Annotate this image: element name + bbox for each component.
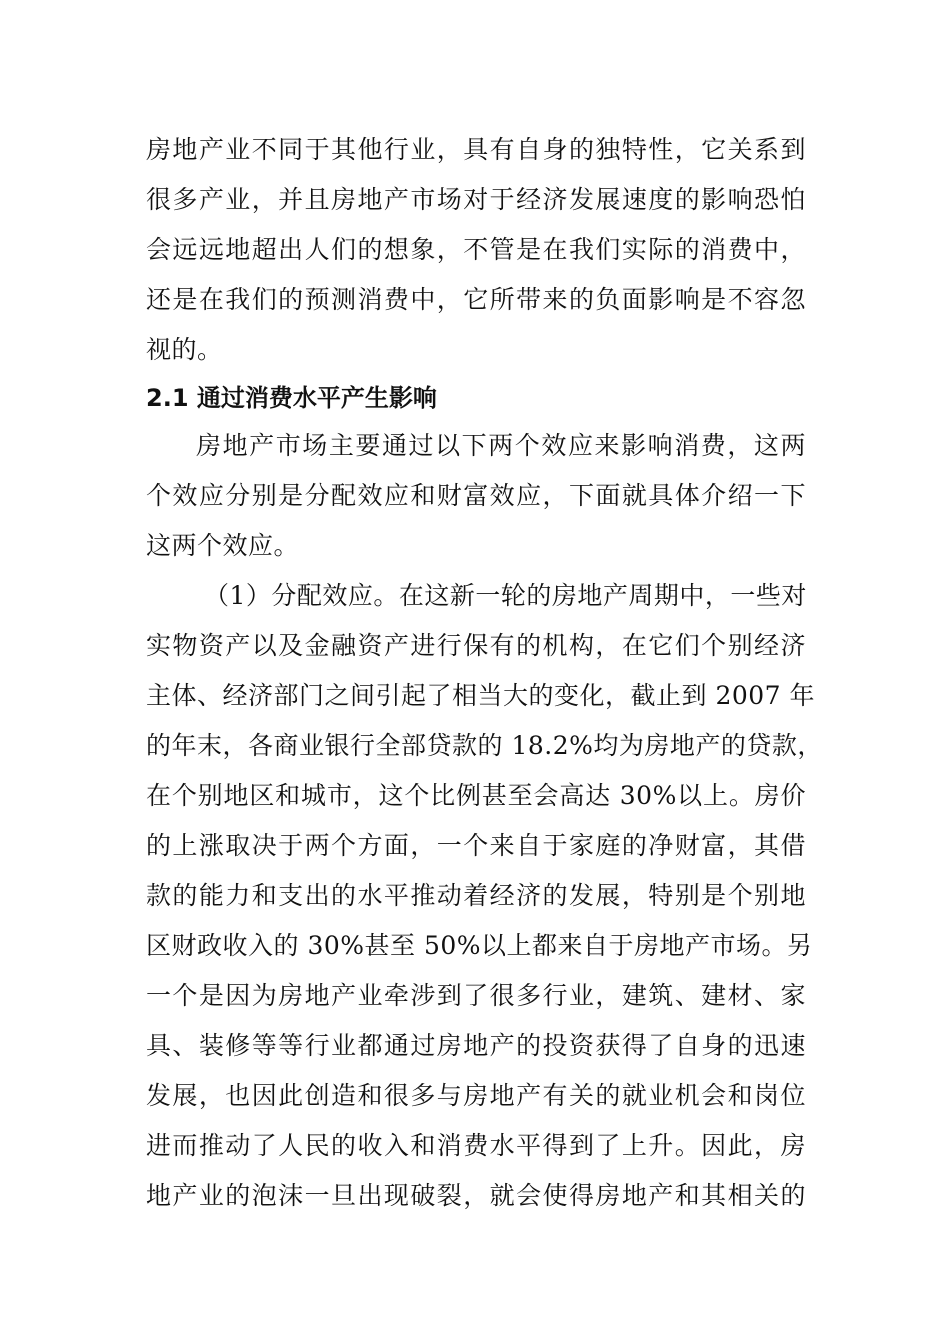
text-line: 具、装修等等行业都通过房地产的投资获得了自身的迅速 — [146, 1031, 806, 1060]
text-line: 地产业的泡沫一旦出现破裂，就会使得房地产和其相关的 — [146, 1181, 806, 1210]
text-line: 的上涨取决于两个方面，一个来自于家庭的净财富，其借 — [146, 831, 806, 860]
document-body — [146, 125, 823, 1221]
text-line: 房地产业不同于其他行业，具有自身的独特性，它关系到 — [146, 135, 806, 164]
section-heading: 2.1 通过消费水平产生影响 — [146, 384, 437, 412]
paragraph-intro — [146, 125, 806, 375]
text-line: 在个别地区和城市，这个比例甚至会高达 30%以上。房价 — [146, 781, 806, 810]
text-line: 这两个效应。 — [146, 531, 300, 560]
text-line: 款的能力和支出的水平推动着经济的发展，特别是个别地 — [146, 881, 806, 910]
text-line: 一个是因为房地产业牵涉到了很多行业，建筑、建材、家 — [146, 981, 806, 1010]
paragraph-distribution-effect — [146, 571, 823, 1221]
text-line: 房地产市场主要通过以下两个效应来影响消费，这两 — [196, 431, 806, 460]
text-line: 实物资产以及金融资产进行保有的机构，在它们个别经济 — [146, 631, 806, 660]
text-line: 的年末，各商业银行全部贷款的 18.2%均为房地产的贷款， — [146, 731, 823, 760]
text-line: （1）分配效应。在这新一轮的房地产周期中，一些对 — [204, 581, 807, 610]
paragraph-effects-intro — [146, 421, 806, 571]
text-line: 主体、经济部门之间引起了相当大的变化，截止到 2007 年 — [146, 681, 816, 710]
text-line: 进而推动了人民的收入和消费水平得到了上升。因此，房 — [146, 1131, 806, 1160]
text-line: 区财政收入的 30%甚至 50%以上都来自于房地产市场。另 — [146, 931, 813, 960]
text-line: 很多产业，并且房地产市场对于经济发展速度的影响恐怕 — [146, 185, 806, 214]
text-line: 会远远地超出人们的想象，不管是在我们实际的消费中， — [146, 235, 806, 264]
text-line: 个效应分别是分配效应和财富效应，下面就具体介绍一下 — [146, 481, 806, 510]
text-line: 还是在我们的预测消费中，它所带来的负面影响是不容忽 — [146, 285, 806, 314]
text-line: 发展，也因此创造和很多与房地产有关的就业机会和岗位 — [146, 1081, 806, 1110]
text-line: 视的。 — [146, 335, 223, 364]
